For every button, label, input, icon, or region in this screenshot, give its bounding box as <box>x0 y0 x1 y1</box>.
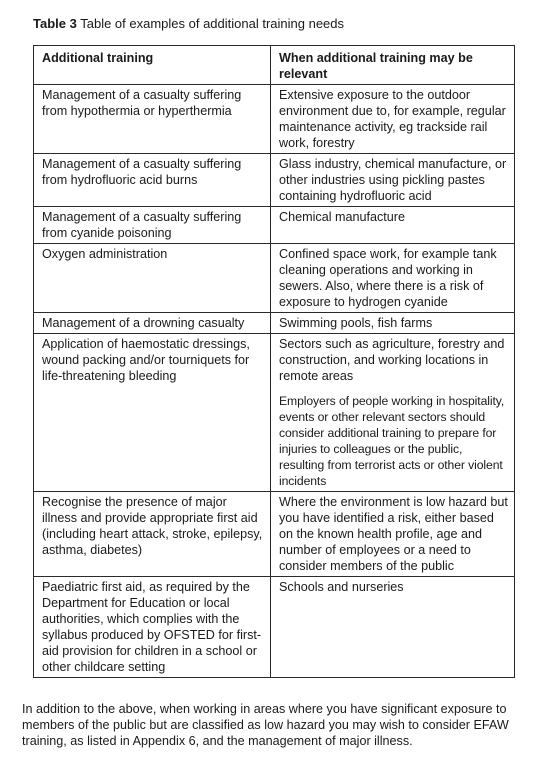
table-row <box>34 577 515 678</box>
when-text: Sectors such as agriculture, forestry and construction, and working locations in remote areas <box>279 337 505 383</box>
table-caption-label: Table 3 <box>33 16 77 31</box>
footer-paragraph: In addition to the above, when working in areas where you have significant exposure to members of the public but are classified as low hazard you may wish to consider EFAW training, as listed in Appendix 6, and the management of major illness. <box>22 701 509 748</box>
training-cell: Management of a casualty suffering from hypothermia or hyperthermia <box>34 85 271 154</box>
column-header-training: Additional training <box>34 46 271 85</box>
training-needs-table <box>33 45 515 678</box>
when-cell: Extensive exposure to the outdoor environment due to, for example, regular maintenance activity, eg trackside rail work, forestry <box>271 85 515 154</box>
table-row <box>34 244 515 313</box>
training-cell: Management of a drowning casualty <box>34 313 271 334</box>
when-cell: Schools and nurseries <box>271 577 515 678</box>
when-cell: Confined space work, for example tank cleaning operations and working in sewers. Also, where there is a risk of exposure to hydrogen cyanide <box>271 244 515 313</box>
table-row <box>34 334 515 492</box>
when-cell: Where the environment is low hazard but you have identified a risk, either based on the known health profile, age and number of employees or a need to consider members of the public <box>271 492 515 577</box>
training-cell: Management of a casualty suffering from cyanide poisoning <box>34 207 271 244</box>
training-cell: Oxygen administration <box>34 244 271 313</box>
table-caption <box>33 16 344 32</box>
table-row <box>34 154 515 207</box>
table-row <box>34 207 515 244</box>
when-cell: Chemical manufacture <box>271 207 515 244</box>
when-note: Employers of people working in hospitality, events or other relevant sectors should consider additional training to prepare for injuries to colleagues or the public, resulting from terrorist acts or other violent incidents <box>279 394 505 488</box>
when-cell: Swimming pools, fish farms <box>271 313 515 334</box>
table-header-row <box>34 46 515 85</box>
column-header-when: When additional training may be relevant <box>271 46 515 85</box>
training-cell: Application of haemostatic dressings, wound packing and/or tourniquets for life-threatening bleeding <box>34 334 271 492</box>
table-caption-text: Table of examples of additional training needs <box>80 16 345 31</box>
when-cell <box>271 334 515 492</box>
training-cell: Recognise the presence of major illness and provide appropriate first aid (including heart attack, stroke, epilepsy, asthma, diabetes) <box>34 492 271 577</box>
training-cell: Paediatric first aid, as required by the Department for Education or local authorities, which complies with the syllabus produced by OFSTED for first-aid provision for children in a school or other childcare setting <box>34 577 271 678</box>
when-cell: Glass industry, chemical manufacture, or other industries using pickling pastes containing hydrofluoric acid <box>271 154 515 207</box>
table-row <box>34 85 515 154</box>
training-cell: Management of a casualty suffering from hydrofluoric acid burns <box>34 154 271 207</box>
table-row <box>34 313 515 334</box>
table-row <box>34 492 515 577</box>
